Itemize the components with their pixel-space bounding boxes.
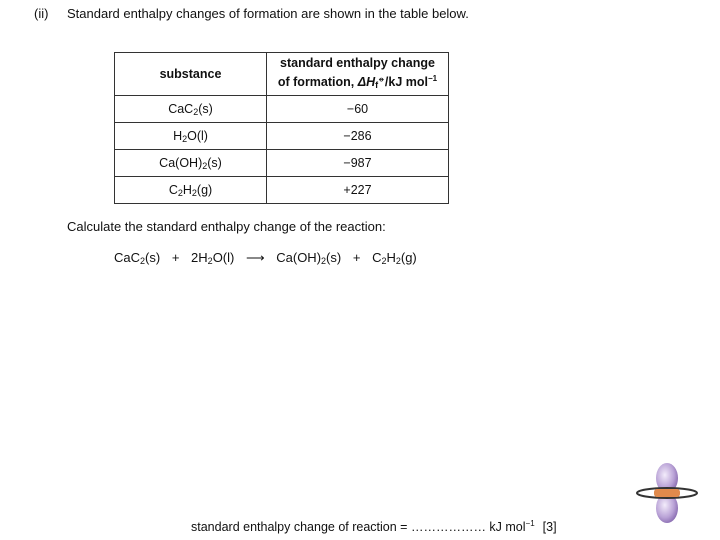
formula-sub: 2 [182, 133, 188, 144]
enthalpy-table [114, 52, 449, 204]
value-h2o: −286 [267, 123, 449, 150]
formula-state: O(l) [212, 250, 235, 265]
answer-unit: kJ mol [485, 520, 526, 534]
coefficient: 2 [191, 250, 199, 265]
formula-sub: 2 [193, 106, 199, 117]
header-enthalpy [267, 53, 449, 96]
formula-part: H [173, 128, 183, 143]
substance-cac2 [115, 96, 267, 123]
substance-caoh2 [115, 150, 267, 177]
formula-part: C [168, 182, 178, 197]
question-heading [34, 6, 469, 21]
formula-sub: 2 [207, 256, 213, 266]
reaction-arrow: ⟶ [245, 250, 265, 265]
formula-state: (g) [196, 182, 213, 197]
table-row [115, 96, 449, 123]
formula-sub: 2 [321, 256, 327, 266]
formula-part: CaC [114, 250, 141, 265]
table-row [115, 150, 449, 177]
answer-unit-sup: −1 [525, 519, 535, 528]
marks-label: [3] [542, 520, 557, 534]
value-c2h2: +227 [267, 177, 449, 204]
header-substance: substance [115, 53, 267, 96]
formula-part: H [386, 250, 396, 265]
answer-label: standard enthalpy change of reaction = [191, 520, 411, 534]
formula-sub: 2 [191, 187, 197, 198]
formula-part: C [372, 250, 382, 265]
formula-sub: 2 [202, 160, 208, 171]
header-delta-h: ΔH [357, 74, 376, 89]
d-orbital-icon [634, 462, 700, 524]
question-number: (ii) [34, 6, 49, 21]
substance-c2h2 [115, 177, 267, 204]
formula-part: H [182, 182, 192, 197]
plus-sign: + [352, 250, 361, 265]
formula-state: O(l) [187, 128, 208, 143]
formula-part: CaC [168, 101, 194, 116]
formula-sub: 2 [140, 256, 146, 266]
formula-state: (s) [198, 101, 213, 116]
formula-state: (g) [400, 250, 417, 265]
header-standard-symbol: ⦵ [378, 73, 385, 83]
formula-part: Ca(OH) [276, 250, 322, 265]
header-unit: /kJ mol [384, 74, 428, 89]
formula-state: (s) [207, 155, 222, 170]
answer-line [191, 519, 557, 534]
table-row [115, 177, 449, 204]
header-line1: standard enthalpy change [280, 55, 435, 70]
formula-part: H [198, 250, 208, 265]
table-header-row [115, 53, 449, 96]
question-text: Standard enthalpy changes of formation are shown in the table below. [67, 6, 469, 21]
substance-h2o [115, 123, 267, 150]
formula-sub: 2 [395, 256, 401, 266]
value-cac2: −60 [267, 96, 449, 123]
formula-state: (s) [145, 250, 161, 265]
value-caoh2: −987 [267, 150, 449, 177]
instruction-text: Calculate the standard enthalpy change of the reaction: [67, 219, 386, 234]
answer-dots[interactable]: ……………… [410, 520, 486, 534]
header-sub-f: f [375, 79, 379, 90]
reaction-equation [114, 250, 417, 266]
torus-ring [654, 489, 680, 497]
formula-sub: 2 [177, 187, 183, 198]
plus-sign: + [171, 250, 180, 265]
table-row [115, 123, 449, 150]
formula-part: Ca(OH) [159, 155, 203, 170]
formula-state: (s) [326, 250, 342, 265]
d-orbital-svg [634, 462, 700, 524]
header-unit-sup: −1 [427, 73, 438, 83]
header-line2-prefix: of formation, [277, 74, 358, 89]
formula-sub: 2 [381, 256, 387, 266]
